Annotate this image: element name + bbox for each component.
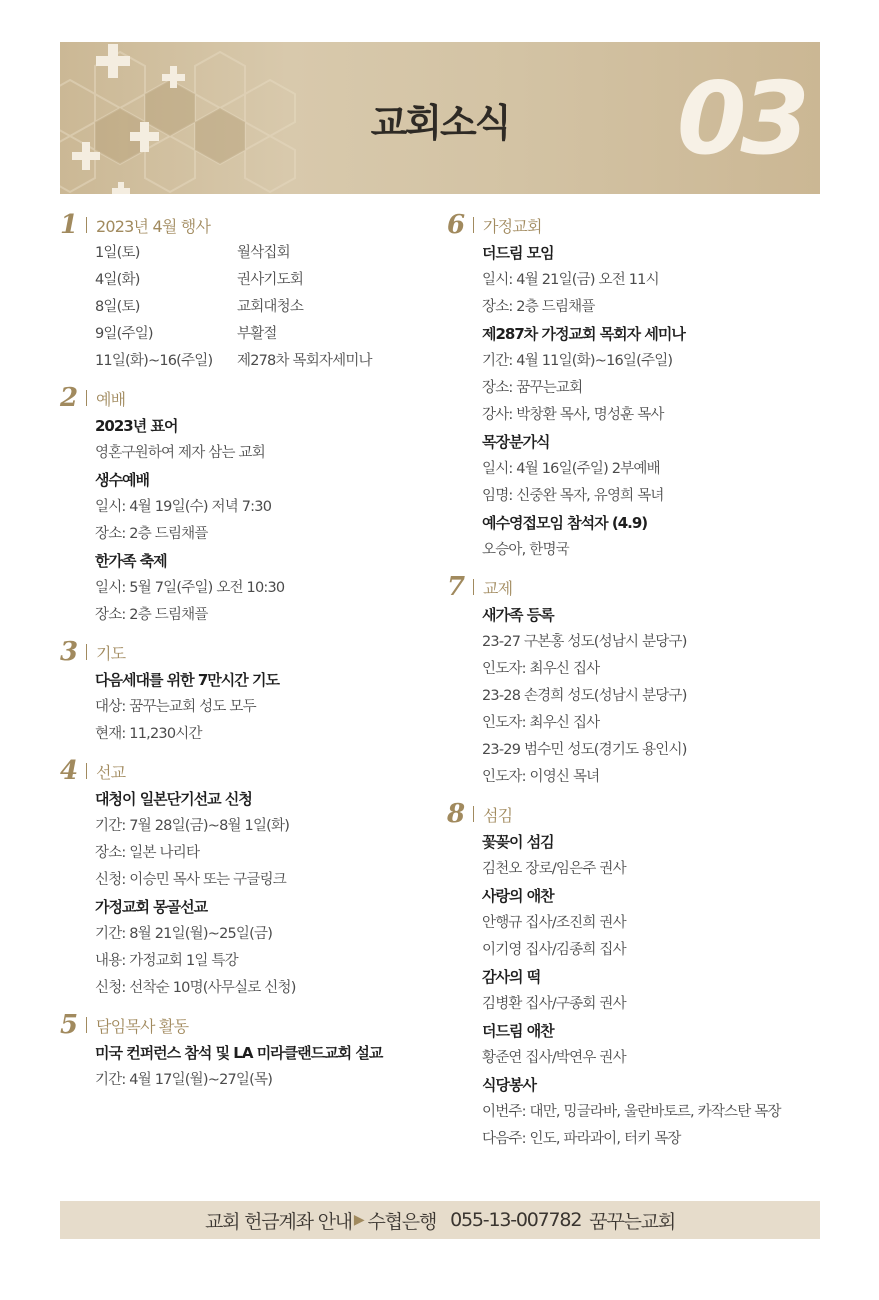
item-detail: 장소: 2층 드림채플: [95, 526, 208, 542]
item-detail: 장소: 일본 나리타: [95, 845, 200, 861]
event-name: 월삭집회: [237, 245, 290, 261]
offering-account-bar: [60, 1201, 820, 1239]
item-detail: 인도자: 최우신 집사: [482, 661, 600, 677]
news-section-6: [447, 212, 827, 564]
item-detail: 장소: 2층 드림채플: [482, 299, 595, 315]
section-number: 8: [447, 799, 466, 829]
item-detail: 임명: 신중완 목자, 유영희 목녀: [482, 488, 664, 504]
item-subtitle: 꽃꽂이 섬김: [482, 833, 554, 851]
footer-label: 교회 헌금계좌 안내: [205, 1210, 352, 1233]
item-detail: 장소: 2층 드림채플: [95, 607, 208, 623]
item-detail: 이기영 집사/김종희 집사: [482, 942, 626, 958]
item-detail: 내용: 가정교회 1일 특강: [95, 953, 238, 969]
event-row: [95, 348, 430, 375]
item-subtitle: 예수영접모임 참석자 (4.9): [482, 514, 648, 532]
event-date: 8일(토): [95, 299, 140, 315]
item-detail: 황준연 집사/박연우 권사: [482, 1050, 626, 1066]
item-detail: 신청: 선착순 10명(사무실로 신청): [95, 980, 296, 996]
item-detail: 일시: 4월 19일(수) 저녁 7:30: [95, 499, 272, 515]
item-subtitle: 새가족 등록: [482, 606, 554, 624]
section-title: 교제: [483, 578, 513, 598]
section-heading: [60, 758, 430, 784]
item-subtitle: 가정교회 몽골선교: [95, 898, 208, 916]
item-subtitle: 목장분가식: [482, 433, 550, 451]
news-section-3: [60, 639, 430, 748]
section-title: 2023년 4월 행사: [96, 216, 211, 236]
arrow-right-icon: ▶: [353, 1212, 364, 1228]
item-detail: 신청: 이승민 목사 또는 구글링크: [95, 872, 287, 888]
item-detail: 일시: 4월 16일(주일) 2부예배: [482, 461, 660, 477]
section-number: 3: [60, 637, 79, 667]
item-detail: 기간: 7월 28일(금)~8월 1일(화): [95, 818, 290, 834]
bank-name: 수협은행: [367, 1210, 437, 1233]
item-subtitle: 더드림 모임: [482, 244, 554, 262]
item-detail: 이번주: 대만, 밍글라바, 울란바토르, 카작스탄 목장: [482, 1104, 781, 1120]
section-heading: [60, 385, 430, 411]
page-number: 03: [676, 60, 804, 177]
item-detail: 김병환 집사/구종회 권사: [482, 996, 626, 1012]
section-heading: [447, 574, 827, 600]
event-row: [95, 294, 430, 321]
item-detail: 기간: 4월 11일(화)~16일(주일): [482, 353, 673, 369]
news-section-8: [447, 801, 827, 1153]
section-divider: [86, 763, 87, 779]
section-number: 6: [447, 210, 466, 240]
item-subtitle: 다음세대를 위한 7만시간 기도: [95, 671, 279, 689]
section-body: [60, 667, 430, 748]
section-number: 1: [60, 210, 79, 240]
section-number: 2: [60, 383, 79, 413]
section-divider: [473, 217, 474, 233]
event-row: [95, 321, 430, 348]
event-date: 1일(토): [95, 245, 140, 261]
section-title: 예배: [96, 389, 126, 409]
account-owner: 꿈꾸는교회: [589, 1210, 675, 1233]
item-detail: 안행규 집사/조진희 권사: [482, 915, 626, 931]
item-subtitle: 한가족 축제: [95, 552, 167, 570]
page-title: 교회소식: [370, 101, 510, 145]
section-divider: [86, 644, 87, 660]
section-body: [60, 413, 430, 629]
section-heading: [60, 1012, 430, 1038]
section-divider: [86, 1017, 87, 1033]
event-name: 부활절: [237, 326, 277, 342]
section-number: 7: [447, 572, 466, 602]
section-title: 가정교회: [483, 216, 542, 236]
event-name: 제278차 목회자세미나: [237, 353, 372, 369]
right-column: [447, 212, 827, 1163]
item-subtitle: 식당봉사: [482, 1076, 536, 1094]
item-subtitle: 제287차 가정교회 목회자 세미나: [482, 325, 685, 343]
section-heading: [447, 801, 827, 827]
section-body: [60, 786, 430, 1002]
item-detail: 강사: 박창환 목사, 명성훈 목사: [482, 407, 664, 423]
item-subtitle: 더드림 애찬: [482, 1022, 554, 1040]
item-detail: 대상: 꿈꾸는교회 성도 모두: [95, 699, 256, 715]
section-heading: [60, 212, 430, 238]
item-subtitle: 생수예배: [95, 471, 149, 489]
item-detail: 23-27 구본홍 성도(성남시 분당구): [482, 634, 687, 650]
section-body: [60, 1040, 430, 1094]
news-section-4: [60, 758, 430, 1002]
section-body: [60, 240, 430, 375]
event-row: [95, 240, 430, 267]
left-column: [60, 212, 430, 1104]
item-detail: 일시: 4월 21일(금) 오전 11시: [482, 272, 659, 288]
event-name: 권사기도회: [237, 272, 304, 288]
event-name: 교회대청소: [237, 299, 304, 315]
news-section-1: [60, 212, 430, 375]
section-divider: [86, 217, 87, 233]
event-date: 9일(주일): [95, 326, 153, 342]
news-section-2: [60, 385, 430, 629]
item-detail: 23-28 손경희 성도(성남시 분당구): [482, 688, 687, 704]
page-header: [60, 42, 820, 194]
item-detail: 인도자: 최우신 집사: [482, 715, 600, 731]
item-detail: 장소: 꿈꾸는교회: [482, 380, 583, 396]
section-heading: [447, 212, 827, 238]
section-body: [447, 240, 827, 564]
news-section-7: [447, 574, 827, 791]
section-number: 4: [60, 756, 79, 786]
item-detail: 일시: 5월 7일(주일) 오전 10:30: [95, 580, 285, 596]
item-detail: 오승아, 한명국: [482, 542, 569, 558]
event-row: [95, 267, 430, 294]
item-detail: 현재: 11,230시간: [95, 726, 202, 742]
section-heading: [60, 639, 430, 665]
item-detail: 기간: 4월 17일(월)~27일(목): [95, 1072, 273, 1088]
section-title: 섬김: [483, 805, 513, 825]
item-detail: 영혼구원하여 제자 삼는 교회: [95, 445, 265, 461]
account-number: 055-13-007782: [450, 1209, 582, 1231]
section-divider: [473, 579, 474, 595]
item-subtitle: 대청이 일본단기선교 신청: [95, 790, 252, 808]
section-body: [447, 829, 827, 1153]
item-detail: 다음주: 인도, 파라과이, 터키 목장: [482, 1131, 681, 1147]
section-divider: [473, 806, 474, 822]
event-date: 4일(화): [95, 272, 140, 288]
section-title: 담임목사 활동: [96, 1016, 189, 1036]
section-number: 5: [60, 1010, 79, 1040]
section-body: [447, 602, 827, 791]
section-divider: [86, 390, 87, 406]
item-subtitle: 2023년 표어: [95, 417, 178, 435]
item-detail: 23-29 범수민 성도(경기도 용인시): [482, 742, 687, 758]
item-subtitle: 감사의 떡: [482, 968, 541, 986]
item-subtitle: 사랑의 애찬: [482, 887, 554, 905]
event-date: 11일(화)~16(주일): [95, 353, 213, 369]
item-detail: 기간: 8월 21일(월)~25일(금): [95, 926, 273, 942]
item-detail: 인도자: 이영신 목녀: [482, 769, 600, 785]
section-title: 선교: [96, 762, 126, 782]
item-detail: 김천오 장로/임은주 권사: [482, 861, 626, 877]
news-section-5: [60, 1012, 430, 1094]
section-title: 기도: [96, 643, 126, 663]
item-subtitle: 미국 컨퍼런스 참석 및 LA 미라클랜드교회 설교: [95, 1044, 383, 1062]
